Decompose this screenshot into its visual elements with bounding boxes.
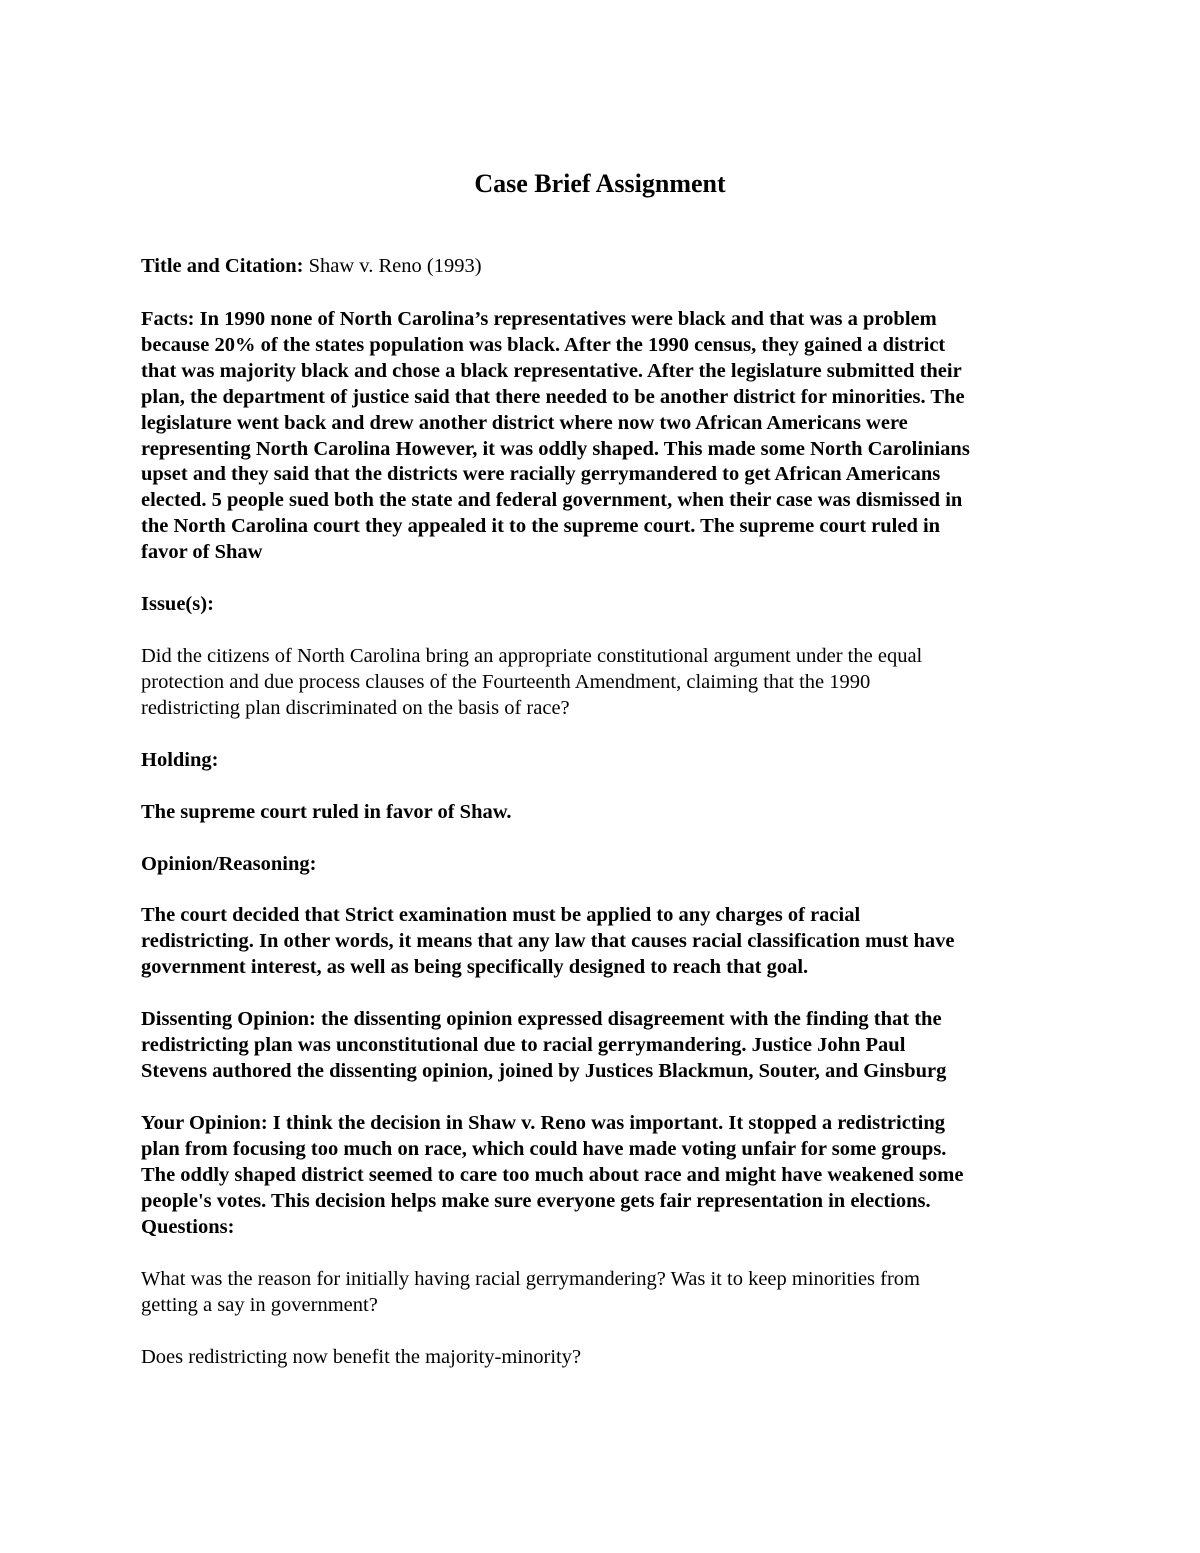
citation-paragraph [141,254,1066,280]
facts-line: because 20% of the states population was black. After the 1990 census, they gained a district [141,333,946,356]
citation-label: Title and Citation: [141,255,304,277]
question-2: Does redistricting now benefit the majority-minority? [141,1346,582,1368]
reasoning-heading: Opinion/Reasoning: [141,853,317,875]
holding-text: The supreme court ruled in favor of Shaw. [141,801,512,823]
facts-paragraph [141,307,1066,566]
facts-line: upset and they said that the districts were racially gerrymandered to get African Americans [141,463,941,486]
dissent-line: Stevens authored the dissenting opinion, joined by Justices Blackmun, Souter, and Ginsburg [141,1059,947,1082]
issues-paragraph [141,644,1066,722]
dissent-line: redistricting plan was unconstitutional due to racial gerrymandering. Justice John Paul [141,1033,906,1056]
reasoning-line: redistricting. In other words, it means that any law that causes racial classification must have [141,929,955,952]
question-1-line: getting a say in government? [141,1293,378,1316]
citation-value: Shaw v. Reno (1993) [303,255,482,277]
question-1 [141,1267,1066,1319]
document-title: Case Brief Assignment [474,169,726,198]
your-opinion-paragraph [141,1111,1066,1241]
your-opinion-line: The oddly shaped district seemed to care too much about race and might have weakened some [141,1163,964,1186]
reasoning-line: government interest, as well as being specifically designed to reach that goal. [141,955,809,978]
facts-line: representing North Carolina However, it was oddly shaped. This made some North Carolinians [141,437,970,460]
holding-heading: Holding: [141,749,219,771]
issues-heading: Issue(s): [141,593,214,615]
your-opinion-line: plan from focusing too much on race, which could have made voting unfair for some groups. [141,1137,947,1160]
your-opinion-line: people's votes. This decision helps make sure everyone gets fair representation in elections. [141,1189,931,1212]
facts-line: the North Carolina court they appealed it to the supreme court. The supreme court ruled in [141,515,941,538]
reasoning-line: The court decided that Strict examination must be applied to any charges of racial [141,904,861,926]
reasoning-paragraph [141,903,1066,981]
issues-line: protection and due process clauses of the Fourteenth Amendment, claiming that the 1990 [141,670,871,693]
dissent-paragraph [141,1007,1066,1085]
facts-line: Facts: In 1990 none of North Carolina’s representatives were black and that was a problem [141,308,937,330]
issues-line: Did the citizens of North Carolina bring an appropriate constitutional argument under the equal [141,645,923,667]
your-opinion-line: Your Opinion: I think the decision in Shaw v. Reno was important. It stopped a redistricting [141,1112,945,1134]
dissent-line: Dissenting Opinion: the dissenting opinion expressed disagreement with the finding that the [141,1008,942,1030]
question-1-line: What was the reason for initially having racial gerrymandering? Was it to keep minorities from [141,1268,920,1290]
facts-line: that was majority black and chose a black representative. After the legislature submitted their [141,359,962,382]
issues-line: redistricting plan discriminated on the basis of race? [141,696,570,719]
questions-heading: Questions: [141,1215,235,1238]
facts-line: favor of Shaw [141,541,263,564]
facts-line: plan, the department of justice said that there needed to be another district for minorities. The [141,385,965,408]
facts-line: legislature went back and drew another district where now two African Americans were [141,411,908,434]
facts-line: elected. 5 people sued both the state and federal government, when their case was dismissed in [141,489,963,512]
